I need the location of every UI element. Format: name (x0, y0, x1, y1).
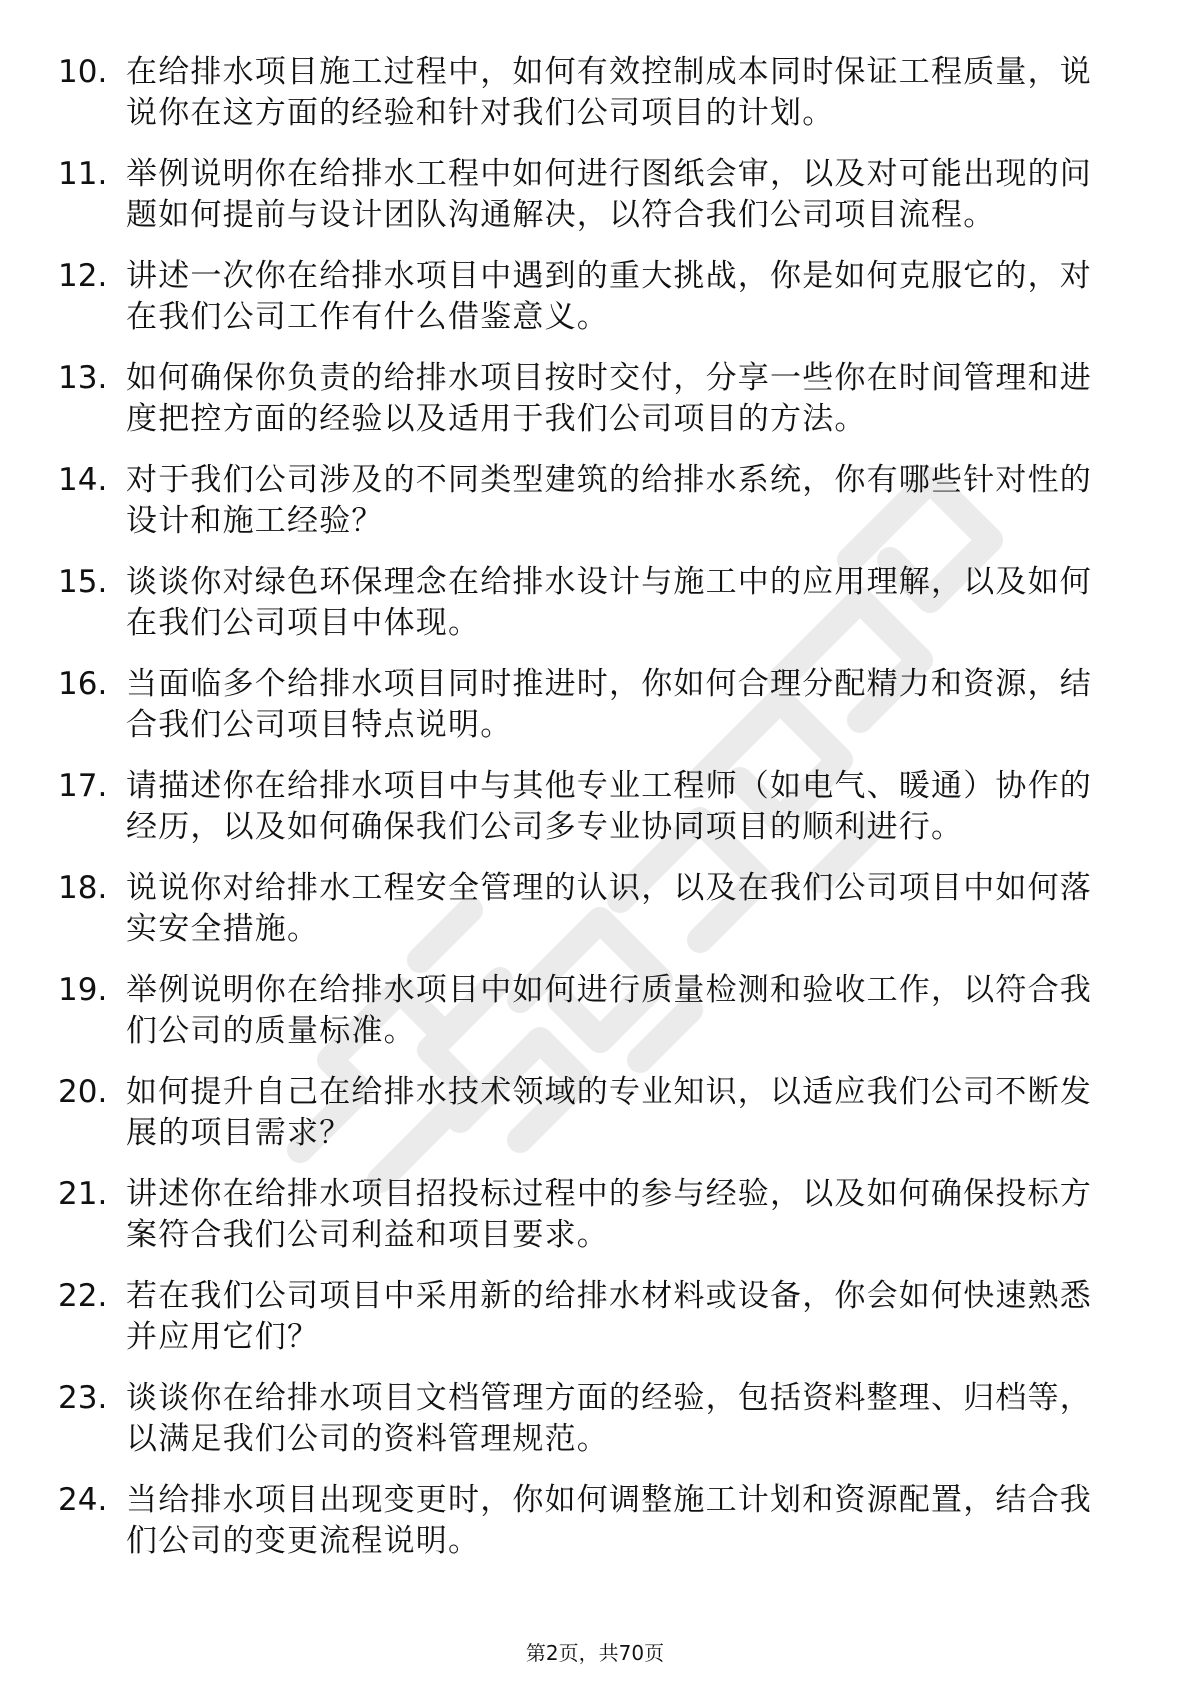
question-number: 16. (58, 666, 108, 702)
list-item (58, 52, 1118, 134)
question-text: 讲述你在给排水项目招投标过程中的参与经验，以及如何确保投标方案符合我们公司利益和项目要求。 (126, 1176, 1092, 1253)
question-number: 12. (58, 258, 108, 294)
question-number: 18. (58, 870, 108, 906)
page-number-label: 第2页，共70页 (525, 1641, 665, 1665)
question-text: 对于我们公司涉及的不同类型建筑的给排水系统，你有哪些针对性的设计和施工经验？ (126, 462, 1092, 539)
list-item (58, 1174, 1118, 1256)
question-number: 22. (58, 1278, 108, 1314)
list-item (58, 154, 1118, 236)
question-text: 举例说明你在给排水工程中如何进行图纸会审，以及对可能出现的问题如何提前与设计团队沟通解决，以符合我们公司项目流程。 (126, 156, 1092, 233)
question-text: 当给排水项目出现变更时，你如何调整施工计划和资源配置，结合我们公司的变更流程说明。 (126, 1482, 1092, 1559)
question-number: 11. (58, 156, 108, 192)
question-text: 举例说明你在给排水项目中如何进行质量检测和验收工作，以符合我们公司的质量标准。 (126, 972, 1092, 1049)
question-number: 17. (58, 768, 108, 804)
question-number: 10. (58, 54, 108, 90)
list-item (58, 256, 1118, 338)
list-item (58, 1378, 1118, 1460)
list-item (58, 1072, 1118, 1154)
question-number: 24. (58, 1482, 108, 1518)
question-number: 14. (58, 462, 108, 498)
list-item (58, 460, 1118, 542)
question-text: 当面临多个给排水项目同时推进时，你如何合理分配精力和资源，结合我们公司项目特点说明。 (126, 666, 1092, 743)
list-item (58, 664, 1118, 746)
question-text: 讲述一次你在给排水项目中遇到的重大挑战，你是如何克服它的，对在我们公司工作有什么借鉴意义。 (126, 258, 1092, 335)
question-number: 19. (58, 972, 108, 1008)
question-number: 20. (58, 1074, 108, 1110)
question-number: 23. (58, 1380, 108, 1416)
list-item (58, 1480, 1118, 1562)
question-number: 15. (58, 564, 108, 600)
list-item (58, 766, 1118, 848)
question-text: 说说你对给排水工程安全管理的认识，以及在我们公司项目中如何落实安全措施。 (126, 870, 1092, 947)
question-text: 请描述你在给排水项目中与其他专业工程师（如电气、暖通）协作的经历，以及如何确保我们公司多专业协同项目的顺利进行。 (126, 768, 1092, 845)
question-text: 如何确保你负责的给排水项目按时交付，分享一些你在时间管理和进度把控方面的经验以及适用于我们公司项目的方法。 (126, 360, 1092, 437)
question-text: 谈谈你在给排水项目文档管理方面的经验，包括资料整理、归档等，以满足我们公司的资料管理规范。 (126, 1380, 1092, 1457)
question-text: 如何提升自己在给排水技术领域的专业知识，以适应我们公司不断发展的项目需求？ (126, 1074, 1092, 1151)
page-footer (0, 1641, 1190, 1665)
question-text: 谈谈你对绿色环保理念在给排水设计与施工中的应用理解，以及如何在我们公司项目中体现。 (126, 564, 1092, 641)
question-text: 在给排水项目施工过程中，如何有效控制成本同时保证工程质量，说说你在这方面的经验和针对我们公司项目的计划。 (126, 54, 1092, 131)
question-number: 13. (58, 360, 108, 396)
list-item (58, 358, 1118, 440)
list-item (58, 1276, 1118, 1358)
list-item (58, 970, 1118, 1052)
question-number: 21. (58, 1176, 108, 1212)
list-item (58, 868, 1118, 950)
question-list (58, 52, 1118, 1582)
list-item (58, 562, 1118, 644)
question-text: 若在我们公司项目中采用新的给排水材料或设备，你会如何快速熟悉并应用它们？ (126, 1278, 1092, 1355)
